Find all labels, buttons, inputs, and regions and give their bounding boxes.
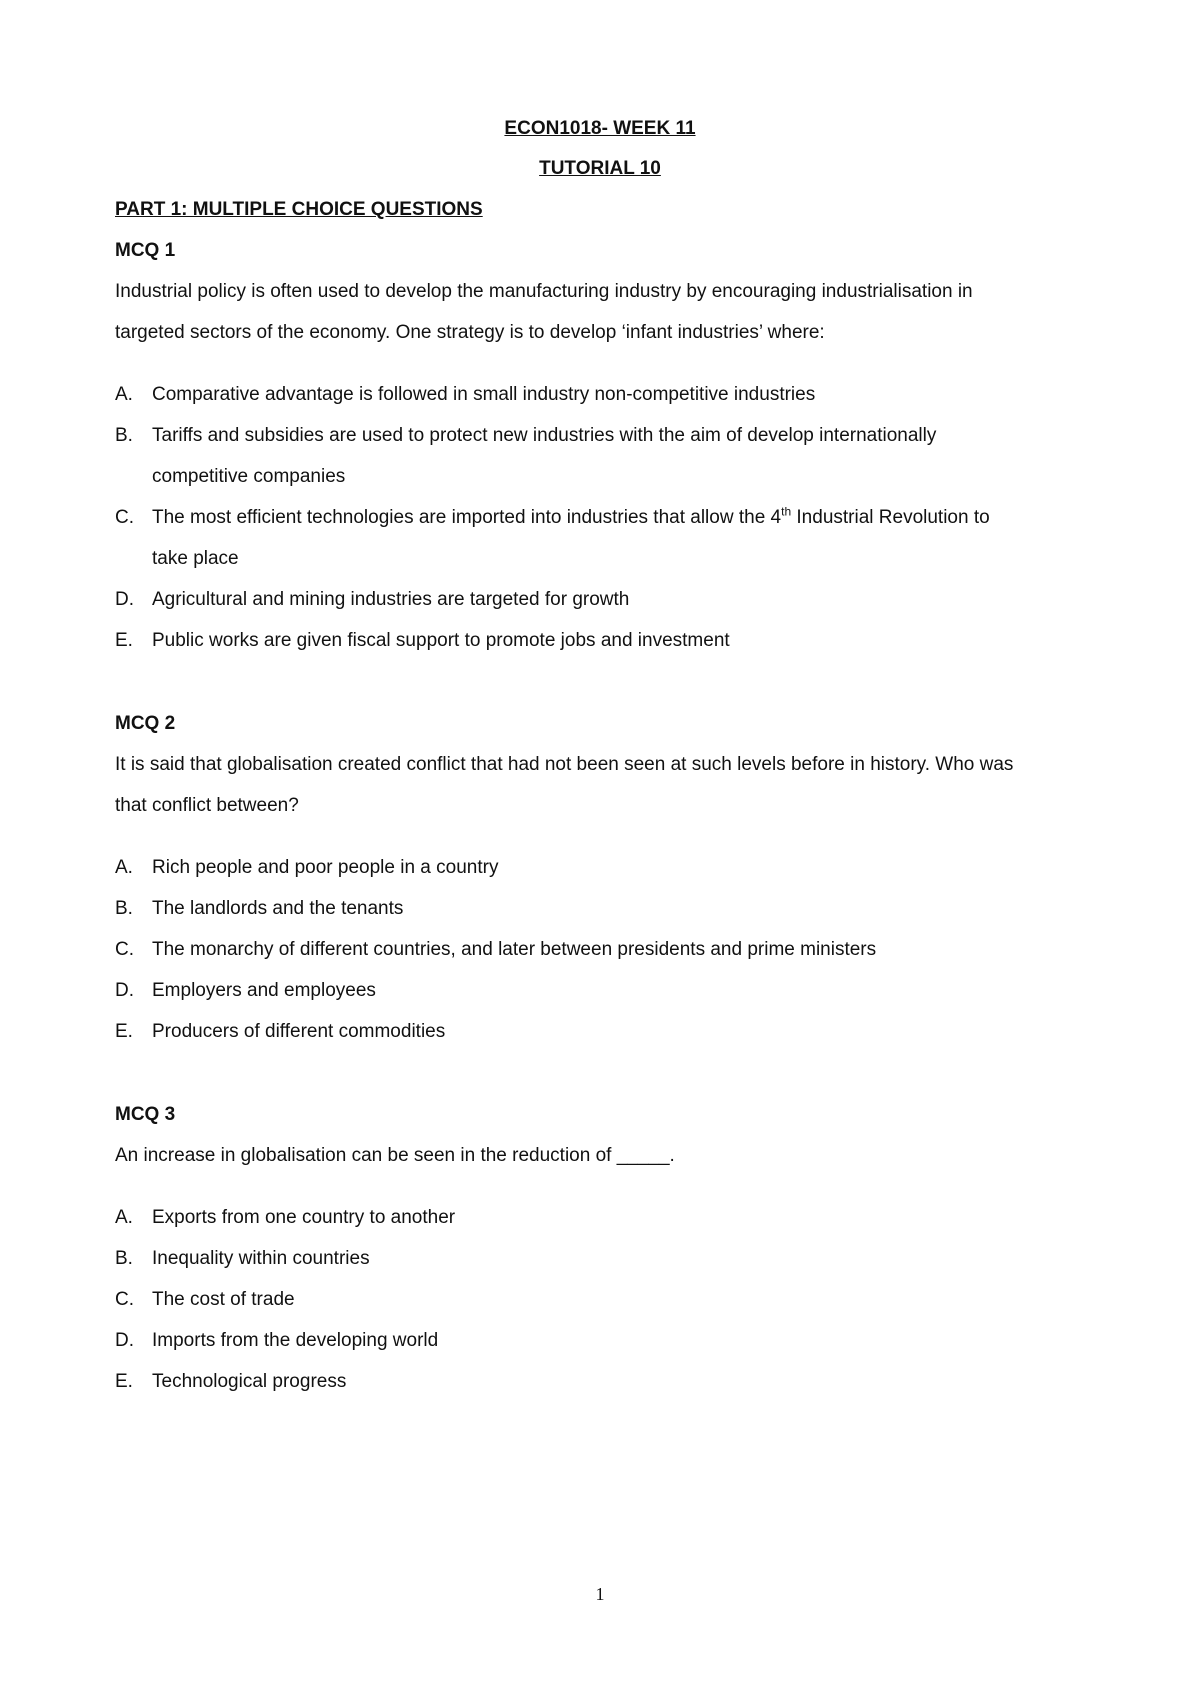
option-text: Technological progress (152, 1371, 347, 1392)
option-letter: E. (115, 630, 133, 651)
option-letter: B. (115, 898, 133, 919)
mcq2-stem-line2: that conflict between? (115, 795, 299, 816)
option-text: Employers and employees (152, 980, 376, 1001)
option-text: Tariffs and subsidies are used to protect new industries with the aim of develop internationally (152, 425, 937, 446)
mcq2-stem-line1: It is said that globalisation created conflict that had not been seen at such levels before in history. Who was (115, 754, 1014, 775)
option-letter: D. (115, 1330, 134, 1351)
mcq3-label: MCQ 3 (115, 1104, 176, 1125)
mcq2-option-d (115, 980, 376, 1002)
mcq3-option-d (115, 1330, 438, 1352)
mcq3-option-c (115, 1289, 295, 1311)
mcq1-option-b (115, 425, 936, 447)
option-text: Inequality within countries (152, 1248, 370, 1269)
option-letter: E. (115, 1021, 133, 1042)
option-text: Exports from one country to another (152, 1207, 456, 1228)
mcq1-label: MCQ 1 (115, 240, 176, 261)
mcq1-stem-line2: targeted sectors of the economy. One strategy is to develop ‘infant industries’ where: (115, 322, 825, 343)
mcq1-option-c-cont: take place (152, 548, 239, 569)
option-text: Industrial Revolution to (791, 507, 990, 528)
mcq3-option-b (115, 1248, 370, 1270)
option-text: Imports from the developing world (152, 1330, 439, 1351)
mcq1-option-e (115, 630, 730, 652)
option-text: Rich people and poor people in a country (152, 857, 499, 878)
mcq2-option-a (115, 857, 498, 879)
option-letter: D. (115, 980, 134, 1001)
option-text: Public works are given fiscal support to promote jobs and investment (152, 630, 730, 651)
option-text: Agricultural and mining industries are targeted for growth (152, 589, 630, 610)
option-text: The monarchy of different countries, and later between presidents and prime ministers (152, 939, 877, 960)
mcq1-option-c (115, 504, 990, 529)
option-letter: A. (115, 857, 133, 878)
mcq3-stem-line1: An increase in globalisation can be seen in the reduction of _____. (115, 1145, 675, 1166)
mcq2-option-e (115, 1021, 445, 1043)
option-letter: E. (115, 1371, 133, 1392)
mcq1-stem-line1: Industrial policy is often used to develop the manufacturing industry by encouraging industrialisation in (115, 281, 973, 302)
mcq1-option-d (115, 589, 629, 611)
course-title: ECON1018- WEEK 11 (504, 118, 696, 139)
option-text: Comparative advantage is followed in small industry non-competitive industries (152, 384, 816, 405)
option-letter: C. (115, 1289, 134, 1310)
option-letter: B. (115, 425, 133, 446)
option-letter: C. (115, 939, 134, 960)
mcq3-option-a (115, 1207, 455, 1229)
mcq1-option-a (115, 384, 815, 406)
option-letter: A. (115, 384, 133, 405)
mcq2-option-b (115, 898, 403, 920)
part-heading: PART 1: MULTIPLE CHOICE QUESTIONS (115, 199, 483, 220)
option-text: Producers of different commodities (152, 1021, 446, 1042)
option-letter: C. (115, 507, 134, 528)
option-text: The most efficient technologies are imported into industries that allow the 4 (152, 507, 782, 528)
page-number: 1 (595, 1584, 605, 1604)
mcq2-label: MCQ 2 (115, 713, 176, 734)
tutorial-title: TUTORIAL 10 (539, 158, 661, 179)
option-letter: D. (115, 589, 134, 610)
option-letter: B. (115, 1248, 133, 1269)
option-text: The cost of trade (152, 1289, 295, 1310)
mcq1-option-b-cont: competitive companies (152, 466, 346, 487)
option-text: The landlords and the tenants (152, 898, 404, 919)
option-letter: A. (115, 1207, 133, 1228)
superscript: th (781, 504, 792, 519)
mcq3-option-e (115, 1371, 346, 1393)
mcq2-option-c (115, 939, 876, 961)
